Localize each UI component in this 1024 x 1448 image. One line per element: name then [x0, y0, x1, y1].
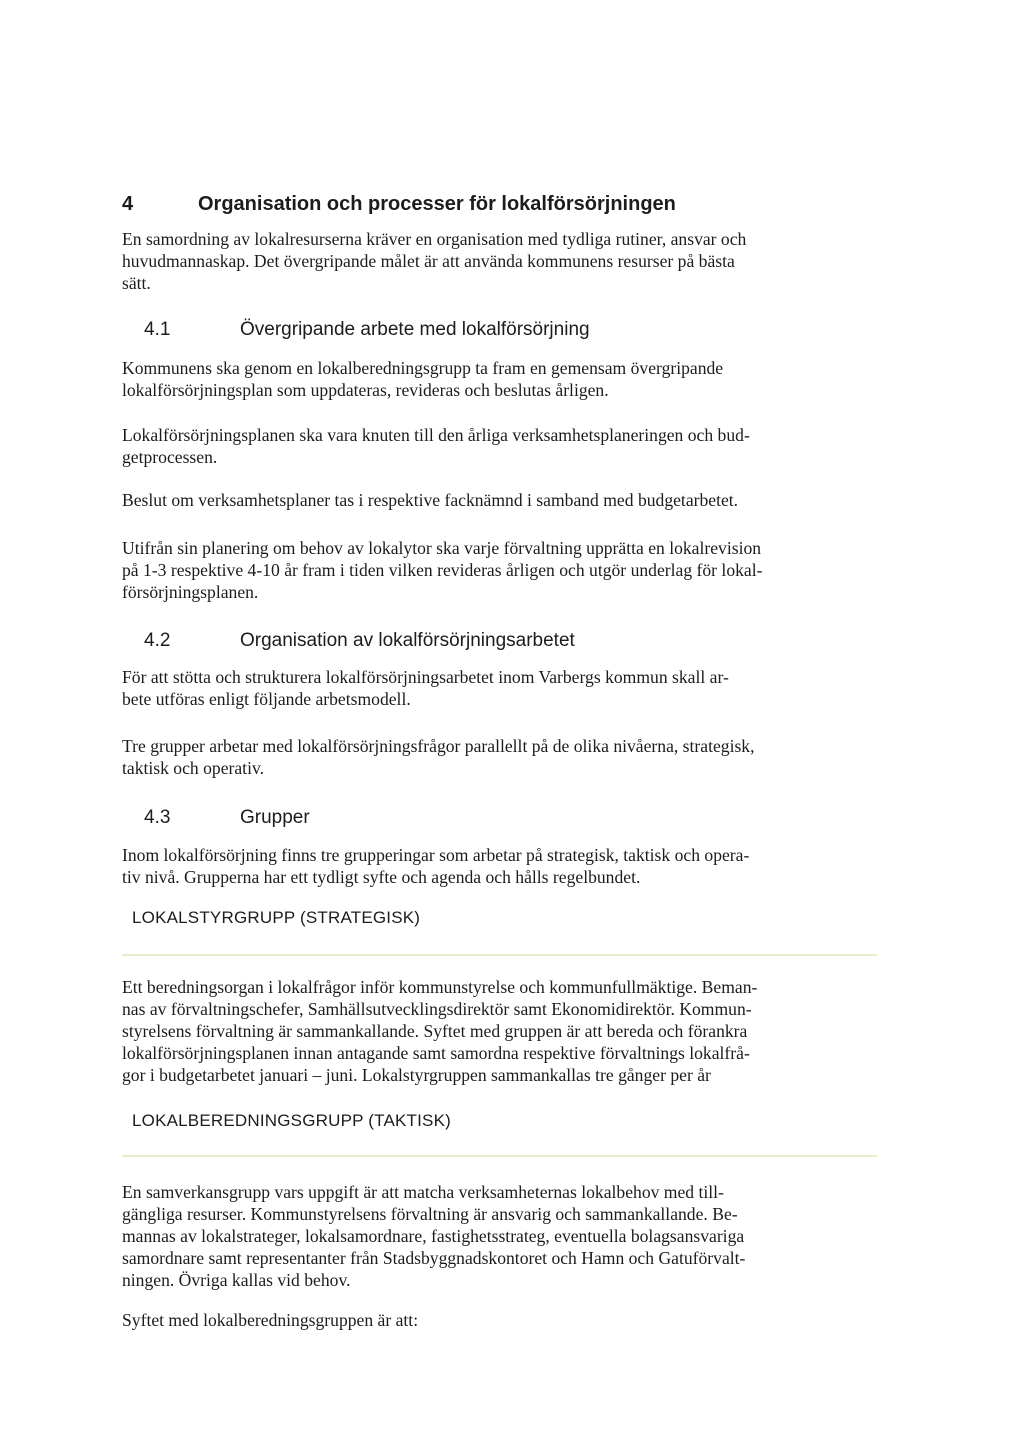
paragraph: Utifrån sin planering om behov av lokalytor ska varje förvaltning upprätta en lokalrevision på 1-3 respektive 4-10 år fram i tiden vilken revideras årligen och utgör underlag för lokal- försörjningsplanen. — [122, 538, 763, 602]
section-4-heading — [122, 193, 676, 216]
section-4-1-heading — [122, 319, 590, 341]
group-description: Ett beredningsorgan i lokalfrågor inför kommunstyrelse och kommunfullmäktige. Beman- nas av förvaltningschefer, Samhällsutvecklingsdirektör samt Ekonomidirektör. Kommun- styrelsens förvaltning är sammankallande. Syftet med gruppen är att bereda och förankra lokalförsörjningsplanen innan antagande samt samordna respektive förvaltnings lokalfrå- gor i budgetarbetet januari – juni. Lokalstyrgruppen sammankallas tre gånger per år — [122, 977, 758, 1085]
section-title: Organisation av lokalförsörjningsarbetet — [240, 630, 575, 651]
section-number: 4.3 — [144, 807, 171, 828]
divider — [122, 954, 877, 956]
section-4-intro: En samordning av lokalresurserna kräver en organisation med tydliga rutiner, ansvar och huvudmannaskap. Det övergripande målet är att använda kommunens resurser på bästa sätt. — [122, 229, 747, 293]
paragraph: För att stötta och strukturera lokalförsörjningsarbetet inom Varbergs kommun skall ar- bete utföras enligt följande arbetsmodell. — [122, 667, 729, 709]
paragraph: Beslut om verksamhetsplaner tas i respektive facknämnd i samband med budgetarbetet. — [122, 490, 739, 510]
section-number: 4.1 — [144, 319, 171, 340]
section-4-3-intro: Inom lokalförsörjning finns tre grupperingar som arbetar på strategisk, taktisk och opera- tiv nivå. Grupperna har ett tydligt syfte och agenda och hålls regelbundet. — [122, 845, 750, 887]
section-number: 4 — [122, 193, 134, 215]
group-description: En samverkansgrupp vars uppgift är att matcha verksamheternas lokalbehov med till- gängliga resurser. Kommunstyrelsens förvaltning är ansvarig och sammankallande. Be- mannas av lokalstrateger, lokalsamordnare, fastighetsstrateg, eventuella bolagsansvariga samordnare samt representanter från Stadsbyggnadskontoret och Hamn och Gatuförvalt- ningen. Övriga kallas vid behov. — [122, 1182, 746, 1290]
section-4-2-heading — [122, 630, 575, 652]
divider — [122, 1155, 877, 1157]
section-title: Organisation och processer för lokalförsörjningen — [198, 193, 676, 215]
paragraph: Tre grupper arbetar med lokalförsörjningsfrågor parallellt på de olika nivåerna, strategisk, taktisk och operativ. — [122, 736, 755, 778]
paragraph: Kommunens ska genom en lokalberedningsgrupp ta fram en gemensam övergripande lokalförsörjningsplan som uppdateras, revideras och beslutas årligen. — [122, 358, 724, 400]
paragraph: Lokalförsörjningsplanen ska vara knuten till den årliga verksamhetsplaneringen och bud- getprocessen. — [122, 425, 750, 467]
section-title: Övergripande arbete med lokalförsörjning — [240, 319, 590, 340]
section-4-3-heading — [122, 807, 310, 829]
section-number: 4.2 — [144, 630, 171, 651]
group-heading: LOKALBEREDNINGSGRUPP (TAKTISK) — [132, 1111, 451, 1130]
group-heading: LOKALSTYRGRUPP (STRATEGISK) — [132, 908, 421, 927]
closing-line: Syftet med lokalberedningsgruppen är att: — [122, 1310, 419, 1330]
section-title: Grupper — [240, 807, 310, 828]
